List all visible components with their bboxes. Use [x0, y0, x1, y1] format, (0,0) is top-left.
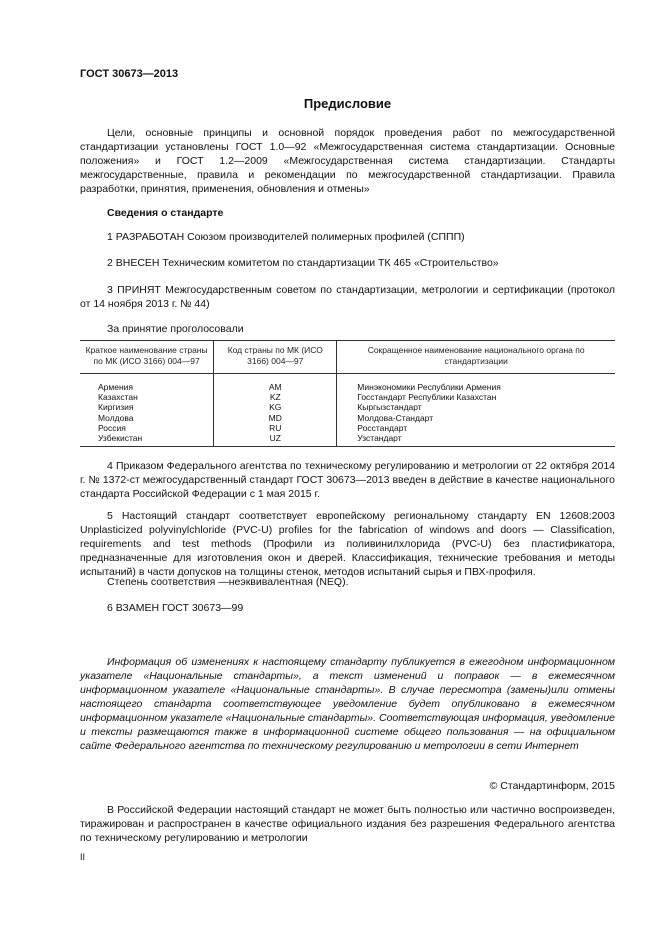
- body-cell: Минэкономики Республики Армения: [337, 374, 615, 393]
- info-heading: Сведения о стандарте: [107, 207, 224, 219]
- code-cell: UZ: [214, 433, 337, 447]
- page-number: II: [80, 852, 86, 862]
- country-cell: Киргизия: [98, 402, 134, 413]
- table-row: [80, 374, 615, 393]
- table-header-row: [80, 341, 615, 374]
- country-cell: Казахстан: [98, 392, 138, 403]
- header-country: Краткое наименование страны по МК (ИСО 3166) 004—97: [80, 341, 214, 374]
- body-cell: Госстандарт Республики Казахстан: [337, 392, 615, 402]
- country-cell: Молдова: [98, 412, 134, 423]
- copyright-line: © Стандартинформ, 2015: [489, 780, 615, 792]
- voted-label: За принятие проголосовали: [107, 323, 244, 335]
- header-body: Сокращенное наименование национального органа по стандартизации: [337, 341, 615, 374]
- table-row: [80, 402, 615, 412]
- body-cell: Кыргызстандарт: [337, 402, 615, 412]
- item-adopted: 3 ПРИНЯТ Межгосударственным советом по стандартизации, метрологии и сертификации (протокол от 14 ноября 2013 г. № 44): [80, 284, 615, 310]
- changes-notice: Информация об изменениях к настоящему стандарту публикуется в ежегодном информационном указателе «Национальные стандарты», а текст изменений и поправок — в ежемесячном информационном указателе «Национальные стандарты». В случае пересмотра (замены)или отмены настоящего стандарта соответствующее уведомление будет опубликовано в ежемесячном информационном указателе «Национальные стандарты». Соответствующая информация, уведомление и тексты размещаются также в информационной системе общего пользования — на официальном сайте Федерального агентства по техническому регулированию и метрологии в сети Интернет: [80, 656, 615, 752]
- intro-paragraph: Цели, основные принципы и основной порядок проведения работ по межгосударственной стандартизации установлены ГОСТ 1.0—92 «Межгосударственная система стандартизации. Основные положения» и ГОСТ 1.2—2009 «Межгосударственная система стандартизации. Стандарты межгосударственные, правила и рекомендации по межгосударственной стандартизации. Правила разработки, принятия, применения, обновления и отмены»: [80, 127, 615, 195]
- table-row: [80, 392, 615, 402]
- item-correspondence: 5 Настоящий стандарт соответствует европейскому региональному стандарту EN 12608:2003 Unplasticized polyvinylchloride (PVC-U) profiles for the fabrication of windows and doors — Classification, requirements and test methods (Профили из поливинилхлорида (PVC-U) без пластификатора, предназначенные для изготовления окон и дверей. Классификация, технические требования и методы испытаний) в части допусков на толщины стенок, методов испытаний сырья и ПВХ-профиля.: [80, 510, 615, 578]
- voting-table: [80, 340, 615, 447]
- item-developed: 1 РАЗРАБОТАН Союзом производителей полимерных профилей (СППП): [107, 231, 465, 243]
- page-title: Предисловие: [303, 96, 392, 111]
- body-cell: Росстандарт: [337, 423, 615, 433]
- body-cell: Молдова-Стандарт: [337, 413, 615, 423]
- item-introduced: 2 ВНЕСЕН Техническим комитетом по стандартизации ТК 465 «Строительство»: [107, 257, 499, 269]
- code-cell: AM: [214, 374, 337, 393]
- country-cell: Россия: [98, 422, 126, 433]
- item-correspondence-degree: Степень соответствия —неэквивалентная (NEQ).: [107, 576, 349, 588]
- item-replaces: 6 ВЗАМЕН ГОСТ 30673—99: [107, 602, 244, 614]
- code-cell: KZ: [214, 392, 337, 402]
- table-row: [80, 433, 615, 447]
- item-enacted: 4 Приказом Федерального агентства по техническому регулированию и метрологии от 22 октября 2014 г. № 1372-ст межгосударственный стандарт ГОСТ 30673—2013 введен в действие в качестве национального стандарта Российской Федерации с 1 мая 2015 г.: [80, 460, 615, 500]
- body-cell: Узстандарт: [337, 433, 615, 447]
- table-row: [80, 413, 615, 423]
- code-cell: KG: [214, 402, 337, 412]
- document-code-header: ГОСТ 30673—2013: [80, 68, 179, 80]
- country-cell: Армения: [98, 382, 134, 392]
- reproduction-restriction: В Российской Федерации настоящий стандарт не может быть полностью или частично воспроизведен, тиражирован и распространен в качестве официального издания без разрешения Федерального агентства по техническому регулированию и метрологии: [80, 804, 615, 844]
- header-code: Код страны по МК (ИСО 3166) 004—97: [214, 341, 337, 374]
- code-cell: RU: [214, 423, 337, 433]
- table-row: [80, 423, 615, 433]
- code-cell: MD: [214, 413, 337, 423]
- country-cell: Узбекистан: [80, 433, 214, 447]
